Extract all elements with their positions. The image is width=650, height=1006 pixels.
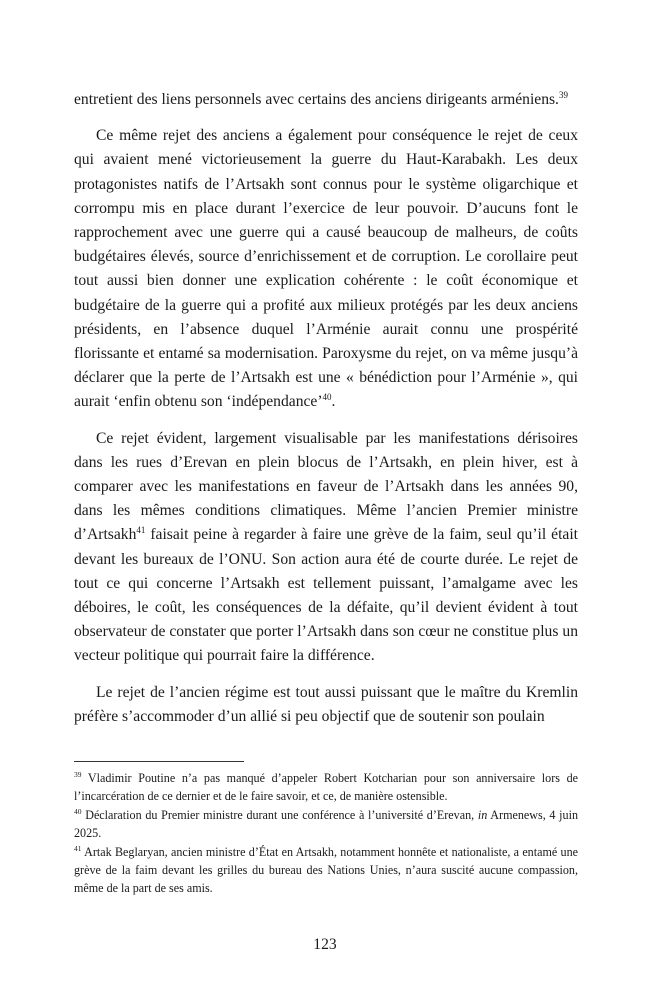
paragraph-4-text: Le rejet de l’ancien régime est tout aussi puissant que le maître du Kremlin préfère s’accommoder d’un allié si peu objectif que de soutenir son poulain: [74, 683, 578, 725]
page-number: 123: [313, 936, 337, 953]
footnotes: [74, 761, 578, 898]
paragraph-2-text: Ce même rejet des anciens a également pour conséquence le rejet de ceux qui avaient mené victorieusement la guerre du Haut-Karabakh. Les deux protagonistes natifs de l’Artsakh sont connus pour le système oligarchique et corrompu mis en place durant l’exercice de leur pouvoir. D’aucuns font le rapprochement avec une guerre qui a causé beaucoup de malheurs, de coûts budgétaires élevés, source d’enrichissement et de corruption. Le corollaire peut tout aussi bien donner une explication cohérente : le coût économique et budgétaire de la guerre qui a profité aux milieux protégés par les deux anciens présidents, en l’absence duquel l’Arménie aurait connu une prospérité florissante et entamé sa modernisation. Paroxysme du rejet, on va même jusqu’à déclarer que la perte de l’Artsakh est une « bénédiction pour l’Arménie », qui aurait ‘enfin obtenu son ‘indépendance’: [74, 127, 578, 411]
footnote-39: [74, 769, 578, 806]
footnote-number: 41: [74, 843, 82, 853]
paragraph-1: [74, 88, 578, 112]
paragraph-2-tail: .: [331, 393, 336, 411]
footnote-divider: [74, 761, 244, 762]
paragraph-2: [74, 124, 578, 414]
footnote-text-tail: Armenews, 4 juin 2025.: [74, 807, 578, 841]
paragraph-3-text-b: faisait peine à regarder à faire une grève de la faim, seul qu’il était devant les bureaux de l’ONU. Son action aura été de courte durée. Le rejet de tout ce qui concerne l’Artsakh est tellement puissant, l’amalgame avec les déboires, le coût, les conséquences de la défaite, qu’il devient évident à tout observateur de constater que porter l’Artsakh dans son cœur ne constitue plus un vecteur politique qui pourrait faire la différence.: [74, 526, 578, 665]
footnote-40: [74, 806, 578, 843]
footnote-ref-41[interactable]: 41: [136, 525, 146, 536]
footnote-number: 39: [74, 769, 82, 779]
footnote-text: Artak Beglaryan, ancien ministre d’État en Artsakh, notamment honnête et nationaliste, a entamé une grève de la faim devant les grilles du bureau des Nations Unies, n’aura suscité aucune compassion, même de la part de ses amis.: [74, 844, 578, 896]
footnote-italic-in: in: [477, 807, 488, 822]
footnote-text: Vladimir Poutine n’a pas manqué d’appeler Robert Kotcharian pour son anniversaire lors de l’incarcération de ce dernier et de le faire savoir, et ce, de manière ostensible.: [74, 771, 578, 804]
paragraph-1-text: entretient des liens personnels avec certains des anciens dirigeants arméniens.: [74, 91, 559, 108]
footnote-number: 40: [74, 806, 82, 816]
footnote-41: [74, 843, 578, 898]
paragraph-3-text-a: Ce rejet évident, largement visualisable par les manifestations dérisoires dans les rues d’Erevan en plein blocus de l’Artsakh, en plein hiver, est à comparer avec les manifestations en faveur de l’Artsakh dans les années 90, dans les mêmes conditions climatiques. Même l’ancien Premier ministre d’Artsakh: [74, 429, 578, 544]
footnote-ref-40[interactable]: 40: [322, 392, 332, 403]
paragraph-3: [74, 427, 578, 669]
body-text: [74, 88, 578, 741]
footnote-ref-39[interactable]: 39: [558, 89, 568, 100]
footnote-text: Déclaration du Premier ministre durant une conférence à l’université d’Erevan,: [81, 807, 478, 822]
paragraph-4: [74, 681, 578, 729]
